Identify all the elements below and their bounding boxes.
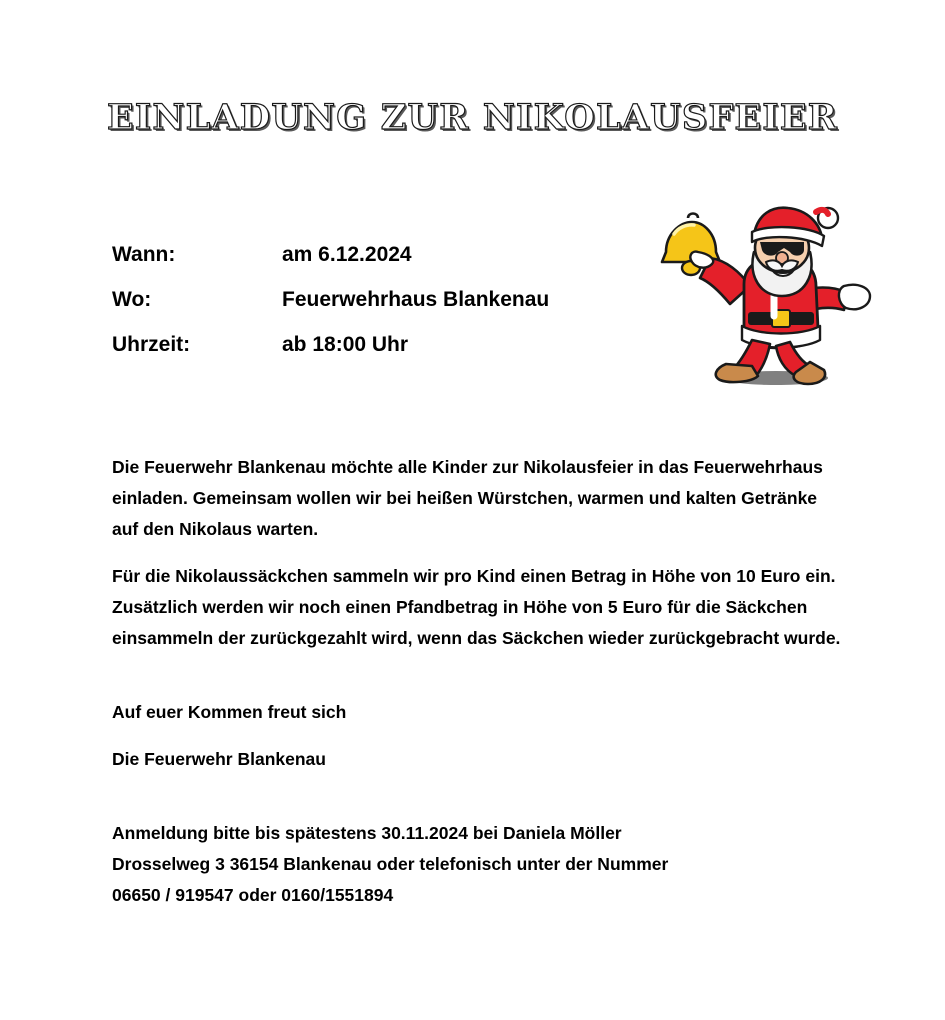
closing-line-2: Die Feuerwehr Blankenau: [112, 749, 326, 769]
detail-value-wann: am 6.12.2024: [282, 243, 412, 266]
body-text: [112, 452, 842, 911]
detail-row-wann: [112, 243, 672, 267]
detail-value-wo: Feuerwehrhaus Blankenau: [282, 288, 550, 311]
page-title: EINLADUNG ZUR NIKOLAUSFEIER: [106, 97, 839, 138]
signup-line-1: Anmeldung bitte bis spätestens 30.11.2024 bei Daniela Möller: [112, 823, 622, 843]
closing-block: [112, 697, 842, 775]
detail-label-wann: Wann:: [112, 243, 176, 266]
signup-line-3: 06650 / 919547 oder 0160/1551894: [112, 885, 394, 905]
spacer: [112, 791, 842, 818]
detail-label-wo: Wo:: [112, 288, 152, 311]
detail-row-uhrzeit: [112, 333, 672, 357]
event-details: [112, 243, 672, 378]
detail-row-wo: [112, 288, 672, 312]
closing-line-1: Auf euer Kommen freut sich: [112, 702, 347, 722]
detail-label-uhrzeit: Uhrzeit:: [112, 333, 191, 356]
paragraph-costs: Für die Nikolaussäckchen sammeln wir pro Kind einen Betrag in Höhe von 10 Euro ein. Zusätzlich werden wir noch einen Pfandbetrag in Höhe von 5 Euro für die Säckchen einsammeln der zurückgezahlt wird, wenn das Säckchen wieder zurückgebracht wurde.: [112, 566, 841, 648]
santa-head: [752, 208, 838, 296]
paragraph-invitation: Die Feuerwehr Blankenau möchte alle Kinder zur Nikolausfeier in das Feuerwehrhaus einladen. Gemeinsam wollen wir bei heißen Würstchen, warmen und kalten Getränke auf den Nikolaus warten.: [112, 457, 823, 539]
signup-block: [112, 818, 842, 911]
signup-line-2: Drosselweg 3 36154 Blankenau oder telefonisch unter der Nummer: [112, 854, 669, 874]
santa-claus-with-bell-illustration: [648, 200, 883, 390]
detail-value-uhrzeit: ab 18:00 Uhr: [282, 333, 409, 356]
spacer: [112, 670, 842, 697]
santa-bell-arm: [662, 214, 750, 305]
